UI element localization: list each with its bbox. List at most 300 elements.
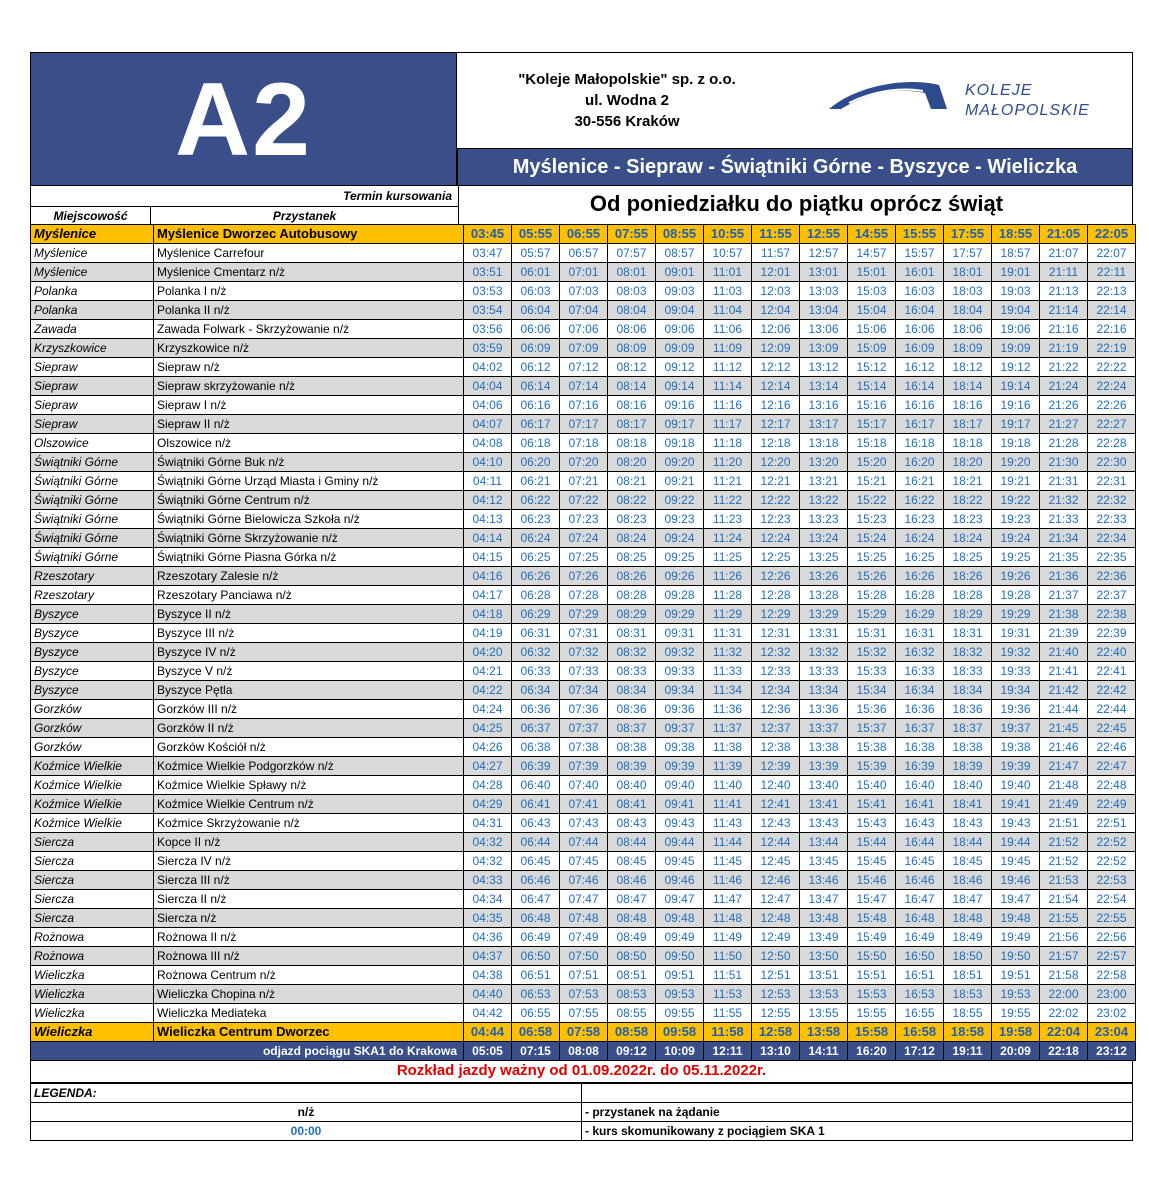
time-cell: 16:43 <box>896 814 944 833</box>
time-cell: 08:29 <box>608 605 656 624</box>
time-cell: 11:45 <box>704 852 752 871</box>
time-cell: 06:16 <box>512 396 560 415</box>
time-cell: 16:25 <box>896 548 944 567</box>
time-cell: 09:47 <box>656 890 704 909</box>
time-cell: 16:06 <box>896 320 944 339</box>
time-cell: 12:47 <box>752 890 800 909</box>
stop-cell: Świątniki Górne Centrum n/ż <box>154 491 464 510</box>
time-cell: 18:45 <box>944 852 992 871</box>
time-cell: 06:31 <box>512 624 560 643</box>
time-cell: 22:13 <box>1088 282 1136 301</box>
time-cell: 07:06 <box>560 320 608 339</box>
time-cell: 12:38 <box>752 738 800 757</box>
time-cell: 16:26 <box>896 567 944 586</box>
table-row <box>31 244 1136 263</box>
time-cell: 07:22 <box>560 491 608 510</box>
time-cell: 19:58 <box>992 1023 1040 1042</box>
time-cell: 21:44 <box>1040 700 1088 719</box>
time-cell: 04:10 <box>464 453 512 472</box>
stop-cell: Świątniki Górne Bielowicza Szkoła n/ż <box>154 510 464 529</box>
train-time-cell: 08:08 <box>560 1042 608 1061</box>
table-row <box>31 871 1136 890</box>
time-cell: 21:52 <box>1040 852 1088 871</box>
time-cell: 13:18 <box>800 434 848 453</box>
legend-key: n/ż <box>31 1103 582 1122</box>
time-cell: 08:09 <box>608 339 656 358</box>
time-cell: 11:26 <box>704 567 752 586</box>
route-title: Myślenice - Siepraw - Świątniki Górne - Byszyce - Wieliczka <box>457 148 1133 186</box>
time-cell: 07:33 <box>560 662 608 681</box>
time-cell: 06:48 <box>512 909 560 928</box>
time-cell: 07:28 <box>560 586 608 605</box>
time-cell: 22:57 <box>1088 947 1136 966</box>
time-cell: 19:38 <box>992 738 1040 757</box>
time-cell: 15:37 <box>848 719 896 738</box>
time-cell: 15:39 <box>848 757 896 776</box>
time-cell: 22:05 <box>1088 225 1136 244</box>
time-cell: 19:16 <box>992 396 1040 415</box>
time-cell: 07:37 <box>560 719 608 738</box>
table-row <box>31 662 1136 681</box>
time-cell: 08:57 <box>656 244 704 263</box>
time-cell: 11:43 <box>704 814 752 833</box>
time-cell: 19:09 <box>992 339 1040 358</box>
time-cell: 11:20 <box>704 453 752 472</box>
time-cell: 09:03 <box>656 282 704 301</box>
table-row <box>31 586 1136 605</box>
table-row <box>31 833 1136 852</box>
time-cell: 04:19 <box>464 624 512 643</box>
time-cell: 08:25 <box>608 548 656 567</box>
time-cell: 09:44 <box>656 833 704 852</box>
time-cell: 08:48 <box>608 909 656 928</box>
time-cell: 21:13 <box>1040 282 1088 301</box>
time-cell: 08:40 <box>608 776 656 795</box>
time-cell: 06:20 <box>512 453 560 472</box>
time-cell: 12:28 <box>752 586 800 605</box>
time-cell: 18:29 <box>944 605 992 624</box>
time-cell: 07:45 <box>560 852 608 871</box>
time-cell: 18:39 <box>944 757 992 776</box>
time-cell: 07:40 <box>560 776 608 795</box>
time-cell: 07:34 <box>560 681 608 700</box>
table-row <box>31 624 1136 643</box>
time-cell: 21:32 <box>1040 491 1088 510</box>
time-cell: 17:55 <box>944 225 992 244</box>
time-cell: 13:40 <box>800 776 848 795</box>
time-cell: 16:40 <box>896 776 944 795</box>
time-cell: 07:29 <box>560 605 608 624</box>
time-cell: 16:23 <box>896 510 944 529</box>
table-row <box>31 529 1136 548</box>
time-cell: 09:26 <box>656 567 704 586</box>
time-cell: 12:43 <box>752 814 800 833</box>
time-cell: 18:18 <box>944 434 992 453</box>
stop-cell: Byszyce III n/ż <box>154 624 464 643</box>
time-cell: 15:43 <box>848 814 896 833</box>
time-cell: 04:13 <box>464 510 512 529</box>
time-cell: 07:44 <box>560 833 608 852</box>
time-cell: 06:36 <box>512 700 560 719</box>
time-cell: 22:44 <box>1088 700 1136 719</box>
stop-cell: Wieliczka Centrum Dworzec <box>154 1023 464 1042</box>
stop-cell: Świątniki Górne Skrzyżowanie n/ż <box>154 529 464 548</box>
time-cell: 15:18 <box>848 434 896 453</box>
time-cell: 04:36 <box>464 928 512 947</box>
town-cell: Siepraw <box>31 396 154 415</box>
legend <box>30 1083 1133 1141</box>
time-cell: 12:25 <box>752 548 800 567</box>
train-connection-row <box>31 1042 1136 1061</box>
time-cell: 22:24 <box>1088 377 1136 396</box>
train-time-cell: 10:09 <box>656 1042 704 1061</box>
stop-cell: Kopce II n/ż <box>154 833 464 852</box>
company-street: ul. Wodna 2 <box>585 92 669 109</box>
time-cell: 22:55 <box>1088 909 1136 928</box>
time-cell: 09:09 <box>656 339 704 358</box>
time-cell: 16:03 <box>896 282 944 301</box>
time-cell: 15:55 <box>896 225 944 244</box>
time-cell: 18:53 <box>944 985 992 1004</box>
stop-cell: Myślenice Dworzec Autobusowy <box>154 225 464 244</box>
table-row <box>31 985 1136 1004</box>
time-cell: 08:47 <box>608 890 656 909</box>
time-cell: 11:28 <box>704 586 752 605</box>
time-cell: 22:49 <box>1088 795 1136 814</box>
time-cell: 22:42 <box>1088 681 1136 700</box>
time-cell: 08:37 <box>608 719 656 738</box>
time-cell: 09:01 <box>656 263 704 282</box>
time-cell: 16:48 <box>896 909 944 928</box>
time-cell: 11:38 <box>704 738 752 757</box>
time-cell: 09:25 <box>656 548 704 567</box>
town-cell: Świątniki Górne <box>31 491 154 510</box>
time-cell: 21:14 <box>1040 301 1088 320</box>
table-row <box>31 814 1136 833</box>
time-cell: 08:34 <box>608 681 656 700</box>
time-cell: 22:40 <box>1088 643 1136 662</box>
time-cell: 15:41 <box>848 795 896 814</box>
time-cell: 19:25 <box>992 548 1040 567</box>
table-row <box>31 605 1136 624</box>
time-cell: 19:36 <box>992 700 1040 719</box>
time-cell: 22:53 <box>1088 871 1136 890</box>
time-cell: 07:32 <box>560 643 608 662</box>
time-cell: 08:16 <box>608 396 656 415</box>
time-cell: 15:01 <box>848 263 896 282</box>
time-cell: 11:53 <box>704 985 752 1004</box>
time-cell: 04:21 <box>464 662 512 681</box>
time-cell: 06:06 <box>512 320 560 339</box>
time-cell: 19:48 <box>992 909 1040 928</box>
table-row <box>31 472 1136 491</box>
time-cell: 16:45 <box>896 852 944 871</box>
time-cell: 15:44 <box>848 833 896 852</box>
rail-swoosh-icon <box>827 75 957 125</box>
time-cell: 18:43 <box>944 814 992 833</box>
time-cell: 09:53 <box>656 985 704 1004</box>
time-cell: 18:33 <box>944 662 992 681</box>
stop-cell: Siercza III n/ż <box>154 871 464 890</box>
town-cell: Rzeszotary <box>31 567 154 586</box>
time-cell: 21:56 <box>1040 928 1088 947</box>
legend-row <box>31 1103 1133 1122</box>
time-cell: 21:41 <box>1040 662 1088 681</box>
table-row <box>31 681 1136 700</box>
time-cell: 16:49 <box>896 928 944 947</box>
time-cell: 11:58 <box>704 1023 752 1042</box>
time-cell: 13:21 <box>800 472 848 491</box>
time-cell: 18:37 <box>944 719 992 738</box>
time-cell: 06:58 <box>512 1023 560 1042</box>
time-cell: 13:22 <box>800 491 848 510</box>
time-cell: 09:39 <box>656 757 704 776</box>
time-cell: 06:46 <box>512 871 560 890</box>
time-cell: 04:42 <box>464 1004 512 1023</box>
time-cell: 22:38 <box>1088 605 1136 624</box>
stop-cell: Rzeszotary Zalesie n/ż <box>154 567 464 586</box>
time-cell: 12:23 <box>752 510 800 529</box>
time-cell: 11:49 <box>704 928 752 947</box>
town-cell: Zawada <box>31 320 154 339</box>
town-cell: Byszyce <box>31 681 154 700</box>
time-cell: 08:39 <box>608 757 656 776</box>
time-cell: 16:38 <box>896 738 944 757</box>
stop-cell: Koźmice Wielkie Spławy n/ż <box>154 776 464 795</box>
termin-label: Termin kursowania <box>343 189 452 203</box>
table-row <box>31 928 1136 947</box>
time-cell: 13:47 <box>800 890 848 909</box>
time-cell: 09:51 <box>656 966 704 985</box>
time-cell: 07:50 <box>560 947 608 966</box>
time-cell: 09:48 <box>656 909 704 928</box>
time-cell: 07:58 <box>560 1023 608 1042</box>
time-cell: 21:40 <box>1040 643 1088 662</box>
town-cell: Wieliczka <box>31 966 154 985</box>
town-cell: Koźmice Wielkie <box>31 814 154 833</box>
time-cell: 21:38 <box>1040 605 1088 624</box>
time-cell: 09:40 <box>656 776 704 795</box>
time-cell: 11:25 <box>704 548 752 567</box>
time-cell: 22:58 <box>1088 966 1136 985</box>
time-cell: 12:22 <box>752 491 800 510</box>
time-cell: 06:24 <box>512 529 560 548</box>
time-cell: 18:44 <box>944 833 992 852</box>
time-cell: 12:09 <box>752 339 800 358</box>
time-cell: 16:50 <box>896 947 944 966</box>
stop-cell: Polanka I n/ż <box>154 282 464 301</box>
time-cell: 04:32 <box>464 833 512 852</box>
time-cell: 15:46 <box>848 871 896 890</box>
train-time-cell: 07:15 <box>512 1042 560 1061</box>
time-cell: 22:26 <box>1088 396 1136 415</box>
time-cell: 09:23 <box>656 510 704 529</box>
time-cell: 12:49 <box>752 928 800 947</box>
time-cell: 04:37 <box>464 947 512 966</box>
time-cell: 22:37 <box>1088 586 1136 605</box>
time-cell: 16:32 <box>896 643 944 662</box>
time-cell: 18:01 <box>944 263 992 282</box>
time-cell: 04:18 <box>464 605 512 624</box>
time-cell: 07:31 <box>560 624 608 643</box>
time-cell: 08:49 <box>608 928 656 947</box>
time-cell: 15:57 <box>896 244 944 263</box>
stop-cell: Koźmice Wielkie Centrum n/ż <box>154 795 464 814</box>
stop-cell: Byszyce V n/ż <box>154 662 464 681</box>
time-cell: 16:16 <box>896 396 944 415</box>
time-cell: 21:47 <box>1040 757 1088 776</box>
time-cell: 22:33 <box>1088 510 1136 529</box>
time-cell: 19:53 <box>992 985 1040 1004</box>
time-cell: 11:01 <box>704 263 752 282</box>
time-cell: 19:55 <box>992 1004 1040 1023</box>
time-cell: 07:57 <box>608 244 656 263</box>
time-cell: 04:44 <box>464 1023 512 1042</box>
time-cell: 04:26 <box>464 738 512 757</box>
time-cell: 22:31 <box>1088 472 1136 491</box>
train-time-cell: 09:12 <box>608 1042 656 1061</box>
time-cell: 10:55 <box>704 225 752 244</box>
time-cell: 06:04 <box>512 301 560 320</box>
legend-text: - kurs skomunikowany z pociągiem SKA 1 <box>582 1122 1133 1141</box>
time-cell: 09:45 <box>656 852 704 871</box>
time-cell: 09:36 <box>656 700 704 719</box>
time-cell: 08:14 <box>608 377 656 396</box>
time-cell: 11:29 <box>704 605 752 624</box>
time-cell: 15:40 <box>848 776 896 795</box>
time-cell: 04:32 <box>464 852 512 871</box>
time-cell: 21:16 <box>1040 320 1088 339</box>
time-cell: 16:41 <box>896 795 944 814</box>
stop-cell: Siercza n/ż <box>154 909 464 928</box>
stop-cell: Myślenice Carrefour <box>154 244 464 263</box>
time-cell: 22:00 <box>1040 985 1088 1004</box>
time-cell: 15:31 <box>848 624 896 643</box>
time-cell: 08:43 <box>608 814 656 833</box>
time-cell: 04:04 <box>464 377 512 396</box>
time-cell: 22:51 <box>1088 814 1136 833</box>
time-cell: 13:29 <box>800 605 848 624</box>
time-cell: 21:19 <box>1040 339 1088 358</box>
time-cell: 12:45 <box>752 852 800 871</box>
time-cell: 04:17 <box>464 586 512 605</box>
time-cell: 21:49 <box>1040 795 1088 814</box>
time-cell: 22:32 <box>1088 491 1136 510</box>
table-row <box>31 795 1136 814</box>
time-cell: 21:54 <box>1040 890 1088 909</box>
time-cell: 13:38 <box>800 738 848 757</box>
time-cell: 22:46 <box>1088 738 1136 757</box>
time-cell: 21:30 <box>1040 453 1088 472</box>
time-cell: 13:16 <box>800 396 848 415</box>
time-cell: 18:49 <box>944 928 992 947</box>
time-cell: 13:28 <box>800 586 848 605</box>
time-cell: 11:34 <box>704 681 752 700</box>
train-connection-label: odjazd pociągu SKA1 do Krakowa <box>31 1042 464 1061</box>
time-cell: 16:28 <box>896 586 944 605</box>
town-cell: Rożnowa <box>31 928 154 947</box>
time-cell: 19:43 <box>992 814 1040 833</box>
time-cell: 19:45 <box>992 852 1040 871</box>
town-cell: Krzyszkowice <box>31 339 154 358</box>
time-cell: 19:44 <box>992 833 1040 852</box>
time-cell: 22:28 <box>1088 434 1136 453</box>
time-cell: 07:12 <box>560 358 608 377</box>
town-cell: Gorzków <box>31 719 154 738</box>
stop-cell: Siepraw I n/ż <box>154 396 464 415</box>
stop-cell: Gorzków III n/ż <box>154 700 464 719</box>
table-row <box>31 282 1136 301</box>
time-cell: 05:57 <box>512 244 560 263</box>
time-cell: 09:32 <box>656 643 704 662</box>
time-cell: 13:51 <box>800 966 848 985</box>
time-cell: 12:57 <box>800 244 848 263</box>
time-cell: 16:18 <box>896 434 944 453</box>
town-cell: Wieliczka <box>31 985 154 1004</box>
table-row <box>31 757 1136 776</box>
time-cell: 07:53 <box>560 985 608 1004</box>
time-cell: 21:26 <box>1040 396 1088 415</box>
time-cell: 07:18 <box>560 434 608 453</box>
time-cell: 22:30 <box>1088 453 1136 472</box>
time-cell: 15:06 <box>848 320 896 339</box>
time-cell: 19:29 <box>992 605 1040 624</box>
time-cell: 13:23 <box>800 510 848 529</box>
time-cell: 13:12 <box>800 358 848 377</box>
time-cell: 22:47 <box>1088 757 1136 776</box>
time-cell: 15:48 <box>848 909 896 928</box>
legend-key: 00:00 <box>31 1122 582 1141</box>
town-cell: Rożnowa <box>31 947 154 966</box>
time-cell: 06:37 <box>512 719 560 738</box>
time-cell: 13:53 <box>800 985 848 1004</box>
time-cell: 18:17 <box>944 415 992 434</box>
time-cell: 06:44 <box>512 833 560 852</box>
time-cell: 09:12 <box>656 358 704 377</box>
time-cell: 04:07 <box>464 415 512 434</box>
table-row <box>31 909 1136 928</box>
table-row <box>31 396 1136 415</box>
time-cell: 15:09 <box>848 339 896 358</box>
time-cell: 19:41 <box>992 795 1040 814</box>
town-cell: Polanka <box>31 301 154 320</box>
time-cell: 15:51 <box>848 966 896 985</box>
time-cell: 04:27 <box>464 757 512 776</box>
time-cell: 19:01 <box>992 263 1040 282</box>
time-cell: 21:53 <box>1040 871 1088 890</box>
time-cell: 08:06 <box>608 320 656 339</box>
time-cell: 09:20 <box>656 453 704 472</box>
time-cell: 12:33 <box>752 662 800 681</box>
time-cell: 13:17 <box>800 415 848 434</box>
table-row <box>31 301 1136 320</box>
table-row <box>31 776 1136 795</box>
table-row <box>31 453 1136 472</box>
time-cell: 18:51 <box>944 966 992 985</box>
time-cell: 14:55 <box>848 225 896 244</box>
time-cell: 13:36 <box>800 700 848 719</box>
stop-cell: Koźmice Skrzyżowanie n/ż <box>154 814 464 833</box>
time-cell: 08:44 <box>608 833 656 852</box>
time-cell: 03:54 <box>464 301 512 320</box>
time-cell: 04:16 <box>464 567 512 586</box>
time-cell: 05:55 <box>512 225 560 244</box>
time-cell: 06:12 <box>512 358 560 377</box>
time-cell: 09:04 <box>656 301 704 320</box>
time-cell: 19:40 <box>992 776 1040 795</box>
time-cell: 19:34 <box>992 681 1040 700</box>
time-cell: 19:37 <box>992 719 1040 738</box>
